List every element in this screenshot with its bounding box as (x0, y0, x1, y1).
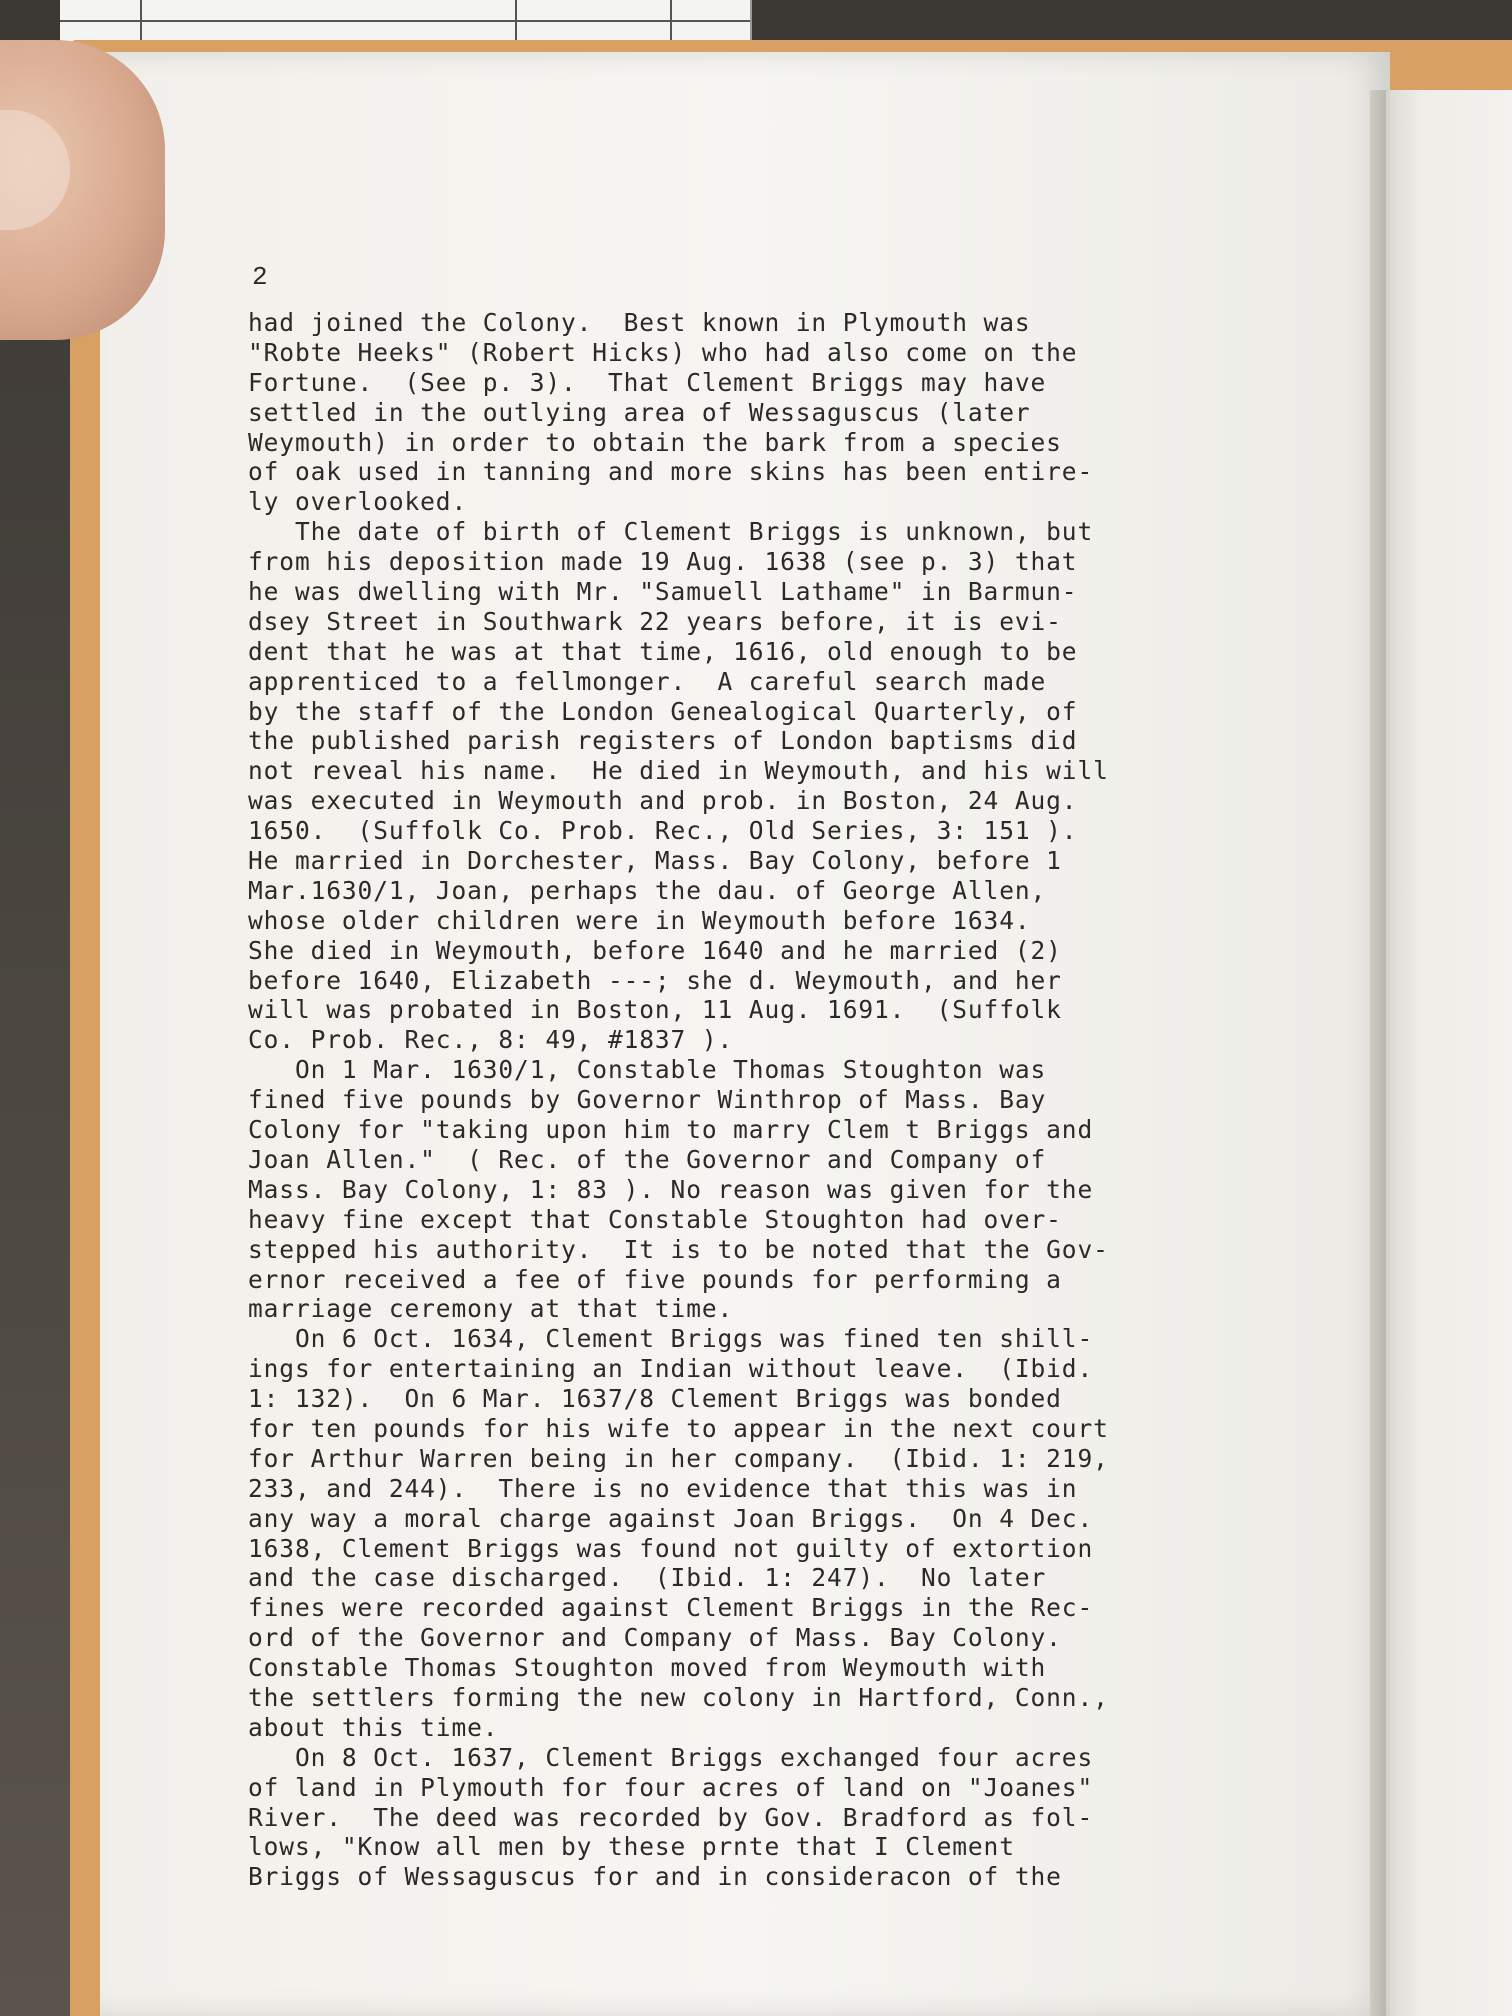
text-line: 233, and 244). There is no evidence that this was in (248, 1473, 1078, 1503)
text-line: and the case discharged. (Ibid. 1: 247). No later (248, 1563, 1047, 1593)
text-line: lows, "Know all men by these prnte that I Clement (248, 1832, 1015, 1862)
text-line: 1: 132). On 6 Mar. 1637/8 Clement Briggs was bonded (248, 1384, 1062, 1414)
text-line: any way a moral charge against Joan Briggs. On 4 Dec. (248, 1503, 1094, 1533)
text-line: He married in Dorchester, Mass. Bay Colony, before 1 (248, 846, 1062, 876)
text-line: She died in Weymouth, before 1640 and he married (2) (248, 935, 1062, 965)
text-line: 1638, Clement Briggs was found not guilty of extortion (248, 1533, 1094, 1563)
book-gutter (1370, 90, 1386, 2016)
text-line: Mass. Bay Colony, 1: 83 ). No reason was given for the (248, 1174, 1094, 1204)
text-line: for Arthur Warren being in her company. (Ibid. 1: 219, (248, 1443, 1109, 1473)
text-line: Constable Thomas Stoughton moved from Weymouth with (248, 1653, 1047, 1683)
text-line: Co. Prob. Rec., 8: 49, #1837 ). (248, 1025, 734, 1055)
text-line: The date of birth of Clement Briggs is unknown, but (248, 517, 1094, 547)
text-line: dent that he was at that time, 1616, old enough to be (248, 636, 1078, 666)
text-line: stepped his authority. It is to be noted that the Gov- (248, 1234, 1109, 1264)
text-line: Weymouth) in order to obtain the bark from a species (248, 427, 1062, 457)
thumbnail-nail (0, 110, 70, 230)
page-number: 2 (252, 262, 268, 292)
text-line: he was dwelling with Mr. "Samuell Lathame" in Barmun- (248, 577, 1078, 607)
text-line: the published parish registers of London baptisms did (248, 726, 1078, 756)
text-line: Mar.1630/1, Joan, perhaps the dau. of George Allen, (248, 875, 1047, 905)
text-line: apprenticed to a fellmonger. A careful search made (248, 666, 1047, 696)
text-line: On 1 Mar. 1630/1, Constable Thomas Stoughton was (248, 1055, 1047, 1085)
text-line: from his deposition made 19 Aug. 1638 (see p. 3) that (248, 547, 1078, 577)
text-line: about this time. (248, 1712, 499, 1742)
text-line: of oak used in tanning and more skins has been entire- (248, 457, 1094, 487)
text-line: had joined the Colony. Best known in Plymouth was (248, 308, 1031, 337)
text-line: whose older children were in Weymouth before 1634. (248, 905, 1031, 935)
text-line: settled in the outlying area of Wessaguscus (later (248, 397, 1031, 427)
text-line: fined five pounds by Governor Winthrop of Mass. Bay (248, 1085, 1047, 1115)
text-line: fines were recorded against Clement Briggs in the Rec- (248, 1593, 1094, 1623)
text-line: Briggs of Wessaguscus for and in consideracon of the (248, 1862, 1062, 1892)
text-line: heavy fine except that Constable Stoughton had over- (248, 1204, 1062, 1234)
text-line: River. The deed was recorded by Gov. Bradford as fol- (248, 1802, 1094, 1832)
text-line: was executed in Weymouth and prob. in Boston, 24 Aug. (248, 786, 1078, 816)
text-line: for ten pounds for his wife to appear in the next court (248, 1413, 1109, 1443)
text-line: by the staff of the London Genealogical Quarterly, of (248, 696, 1078, 726)
text-line: ly overlooked. (248, 487, 468, 517)
text-line: On 6 Oct. 1634, Clement Briggs was fined ten shill- (248, 1324, 1094, 1354)
facing-page (1382, 90, 1512, 2016)
text-line: Colony for "taking upon him to marry Clem t Briggs and (248, 1115, 1094, 1145)
text-line: not reveal his name. He died in Weymouth, and his will (248, 756, 1109, 786)
text-line: "Robte Heeks" (Robert Hicks) who had also come on the (248, 337, 1078, 367)
text-line: ord of the Governor and Company of Mass. Bay Colony. (248, 1623, 1062, 1653)
page-body-text (248, 308, 1288, 1892)
text-line: will was probated in Boston, 11 Aug. 1691. (Suffolk (248, 995, 1062, 1025)
text-line: Fortune. (See p. 3). That Clement Briggs may have (248, 367, 1047, 397)
text-line: ings for entertaining an Indian without leave. (Ibid. (248, 1354, 1094, 1384)
text-line: marriage ceremony at that time. (248, 1294, 734, 1324)
text-line: before 1640, Elizabeth ---; she d. Weymouth, and her (248, 965, 1062, 995)
text-line: On 8 Oct. 1637, Clement Briggs exchanged four acres (248, 1742, 1094, 1772)
text-line: dsey Street in Southwark 22 years before, it is evi- (248, 606, 1062, 636)
text-line: ernor received a fee of five pounds for performing a (248, 1264, 1062, 1294)
text-line: 1650. (Suffolk Co. Prob. Rec., Old Series, 3: 151 ). (248, 816, 1078, 846)
text-line: of land in Plymouth for four acres of land on "Joanes" (248, 1772, 1094, 1802)
thumb (0, 40, 165, 340)
text-line: the settlers forming the new colony in Hartford, Conn., (248, 1682, 1109, 1712)
text-line: Joan Allen." ( Rec. of the Governor and Company of (248, 1144, 1047, 1174)
